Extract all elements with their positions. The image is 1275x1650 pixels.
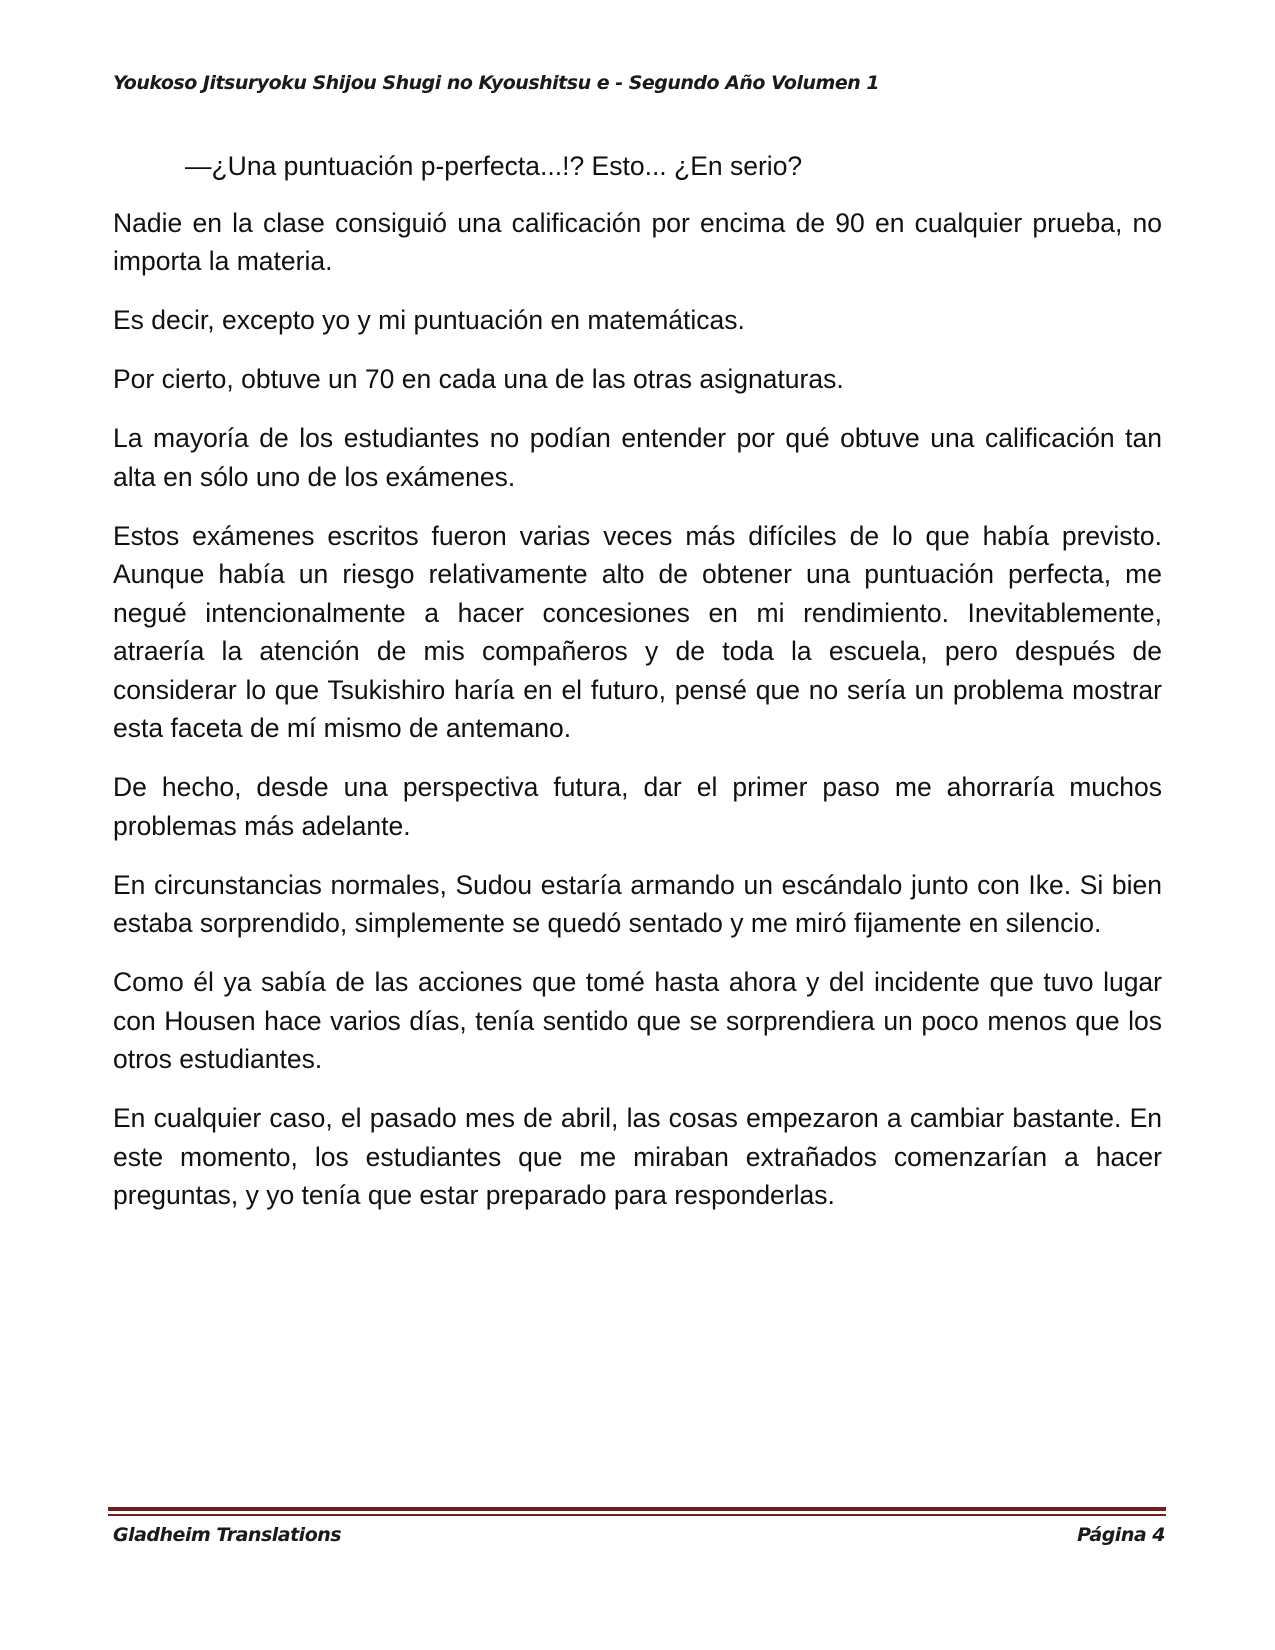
paragraph: Por cierto, obtuve un 70 en cada una de las otras asignaturas. — [113, 364, 844, 394]
paragraph: Nadie en la clase consiguió una calificación por encima de 90 en cualquier prueba, no importa la materia. — [113, 207, 1162, 276]
page-header-title: Youkoso Jitsuryoku Shijou Shugi no Kyoushitsu e - Segundo Año Volumen 1 — [113, 72, 880, 94]
document-body — [113, 147, 1162, 1235]
paragraph: En circunstancias normales, Sudou estaría armando un escándalo junto con Ike. Si bien estaba sorprendido, simplemente se quedó sentado y me miró fijamente en silencio. — [113, 869, 1162, 938]
footer-divider-thin — [108, 1514, 1166, 1516]
footer-divider — [108, 1507, 1166, 1511]
paragraph-dialogue: —¿Una puntuación p-perfecta...!? Esto... ¿En serio? — [185, 151, 803, 181]
paragraph: De hecho, desde una perspectiva futura, dar el primer paso me ahorraría muchos problemas más adelante. — [113, 772, 1162, 841]
footer-publisher: Gladheim Translations — [113, 1524, 342, 1546]
paragraph: Estos exámenes escritos fueron varias veces más difíciles de lo que había previsto. Aunque había un riesgo relativamente alto de obtener una puntuación perfecta, me negué intencionalmente a hacer concesiones en mi rendimiento. Inevitablemente, atraería la atención de mis compañeros y de toda la escuela, pero después de considerar lo que Tsukishiro haría en el futuro, pensé que no sería un problema mostrar esta faceta de mí mismo de antemano. — [113, 520, 1162, 743]
footer-page-number: Página 4 — [1077, 1524, 1165, 1546]
paragraph: En cualquier caso, el pasado mes de abril, las cosas empezaron a cambiar bastante. En este momento, los estudiantes que me miraban extrañados comenzarían a hacer preguntas, y yo tenía que estar preparado para responderlas. — [113, 1103, 1162, 1210]
paragraph: La mayoría de los estudiantes no podían entender por qué obtuve una calificación tan alta en sólo uno de los exámenes. — [113, 423, 1162, 492]
paragraph: Es decir, excepto yo y mi puntuación en matemáticas. — [113, 305, 745, 335]
paragraph: Como él ya sabía de las acciones que tomé hasta ahora y del incidente que tuvo lugar con Housen hace varios días, tenía sentido que se sorprendiera un poco menos que los otros estudiantes. — [113, 967, 1162, 1074]
